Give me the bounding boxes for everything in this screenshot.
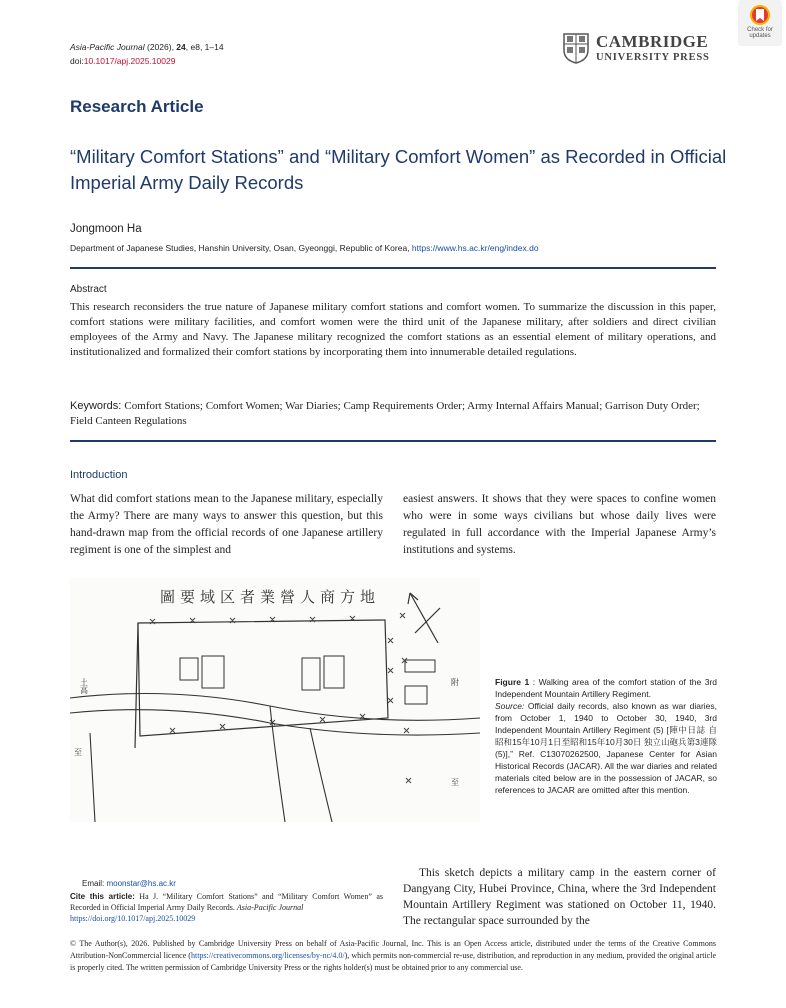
- license-statement: [70, 938, 716, 974]
- publisher-subname: UNIVERSITY PRESS: [596, 52, 710, 63]
- article-type: Research Article: [70, 97, 204, 116]
- email-label: Email:: [82, 879, 107, 888]
- affiliation: [70, 243, 539, 253]
- cite-text: Ha J. “Military Comfort Stations” and “Military Comfort Women” as Recorded in Official Imperial Army Daily Records.: [70, 892, 383, 912]
- body-text: This sketch depicts a military camp in the eastern corner of Dangyang City, Hubei Province, China, where the 3rd Independent Mountain Artillery Regiment was stationed on October 11, 1940. The rectangular space surrounded by the: [403, 867, 716, 927]
- source-label: Source:: [495, 701, 525, 711]
- license-text2: ), which permits non-commercial re-use, distribution, and reproduction in any medium, provided the original article is properly cited. The written permission of Cambridge University Press or the rights holder(s) must be obtained prior to any commercial use.: [70, 951, 717, 972]
- map-title: 圖要域区者業營人商方地: [160, 588, 381, 606]
- keywords-text: Comfort Stations; Comfort Women; War Diaries; Camp Requirements Order; Army Internal Affairs Manual; Garrison Duty Order; Field Canteen Regulations: [70, 400, 700, 427]
- svg-text:至: 至: [450, 778, 460, 786]
- check-updates-line1: Check for: [747, 27, 773, 33]
- journal-pages: , e8, 1–14: [185, 42, 224, 52]
- cite-doi-link[interactable]: https://doi.org/10.1017/apj.2025.10029: [70, 914, 196, 923]
- cite-this-article: [70, 891, 383, 924]
- svg-text:至: 至: [73, 748, 83, 756]
- map-drawing: [70, 578, 480, 822]
- section-heading-introduction: Introduction: [70, 469, 128, 481]
- figure-label: Figure 1: [495, 677, 530, 687]
- keywords: [70, 399, 716, 429]
- journal-name: Asia-Pacific Journal: [70, 42, 145, 52]
- source-text: Official daily records, also known as war diaries, from October 1, 1940 to October 30, 1940, 3rd Independent Mountain Artillery Regiment (5) [陣中日誌 自昭和15年10月1日至昭和15年10月30日 独立山砲兵第3連隊(5)],” Ref. C13070262500, Japanese Center for Asian Historical Records (JACAR). All the war diaries and related materials cited below are in the possession of JACAR, so references to JACAR are omitted after this mention.: [495, 701, 717, 795]
- doi-link[interactable]: 10.1017/apj.2025.10029: [83, 56, 176, 66]
- journal-citation: [70, 40, 224, 68]
- divider-bottom: [70, 440, 716, 442]
- affiliation-text: Department of Japanese Studies, Hanshin University, Osan, Gyeonggi, Republic of Korea,: [70, 243, 412, 253]
- divider-top: [70, 267, 716, 269]
- journal-volume: 24: [176, 42, 186, 52]
- figure-1-map: [70, 578, 480, 822]
- body-paragraph-col3: [403, 865, 716, 929]
- license-link[interactable]: https://creativecommons.org/licenses/by-nc/4.0/: [190, 951, 345, 960]
- cite-label: Cite this article:: [70, 892, 135, 901]
- crest-icon: [562, 32, 590, 64]
- intro-paragraph-col1: What did comfort stations mean to the Japanese military, especially the Army? There are many ways to answer this question, but this hand-drawn map from the official records of one Japanese artillery regiment is one of the simplest and: [70, 493, 383, 556]
- author-email: [82, 879, 176, 888]
- intro-paragraph-col2: easiest answers. It shows that they were spaces to confine women who were in some ways civilians but whose daily lives were regulated in full accordance with the Imperial Japanese Army’s institutions and systems.: [403, 493, 716, 556]
- figure-1-caption: [495, 676, 717, 796]
- caption-main: : Walking area of the comfort station of the 3rd Independent Mountain Artillery Regiment.: [495, 677, 717, 699]
- article-title: “Military Comfort Stations” and “Military Comfort Women” as Recorded in Official Imperial Army Daily Records: [70, 146, 727, 193]
- publisher-name: CAMBRIDGE: [596, 32, 709, 51]
- journal-year: (2026),: [144, 42, 177, 52]
- doi-prefix: doi:: [70, 56, 84, 66]
- cambridge-logo[interactable]: [562, 32, 722, 68]
- abstract-text: This research reconsiders the true nature of Japanese military comfort stations and comfort women. To summarize the discussion in this paper, comfort stations were military facilities, and comfort women were the third unit of the Japanese military, after soldiers and direct civilian employees of the Army and Navy. The Japanese military recognized the comfort stations as an essential element of military operations, and institutionalized and formalized their comfort stations by incorporating them into innumerable detailed regulations.: [70, 301, 716, 358]
- check-for-updates-badge[interactable]: [738, 0, 782, 46]
- keywords-label: Keywords:: [70, 400, 125, 412]
- email-link[interactable]: moonstar@hs.ac.kr: [106, 879, 176, 888]
- svg-text:附: 附: [450, 678, 460, 686]
- abstract-heading: Abstract: [70, 284, 107, 295]
- author-name: Jongmoon Ha: [70, 223, 142, 235]
- cite-journal: Asia-Pacific Journal: [236, 903, 304, 912]
- affiliation-link[interactable]: https://www.hs.ac.kr/eng/index.do: [411, 243, 539, 253]
- license-text1: © The Author(s), 2026. Published by Cambridge University Press on behalf of Asia-Pacific Journal, Inc. This is an Open Access article, distributed under the terms of the Creative Commons Attribution-NonCommercial licence (: [70, 939, 716, 960]
- bookmark-icon: [748, 3, 772, 27]
- svg-text:土高: 土高: [79, 678, 89, 694]
- check-updates-line2: updates: [749, 33, 771, 39]
